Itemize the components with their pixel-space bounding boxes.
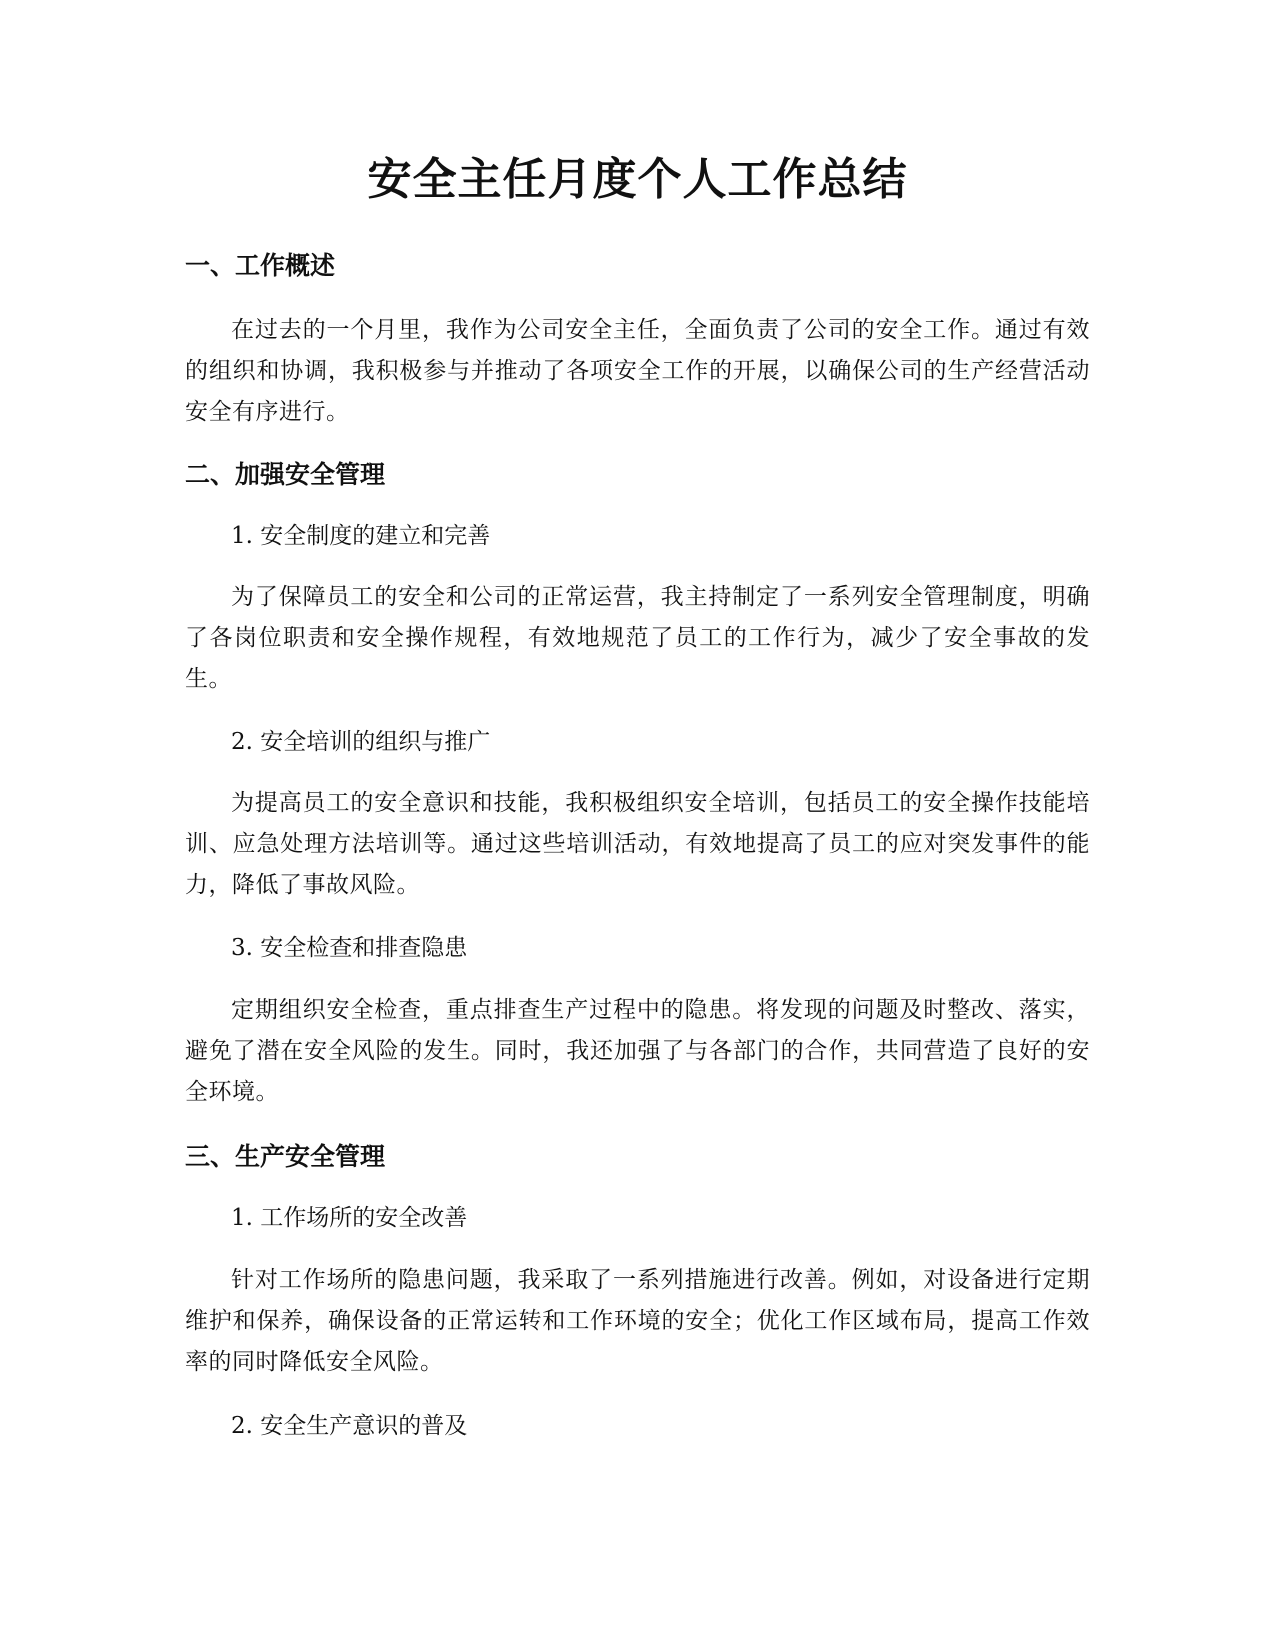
subheading-safety-awareness: 2. 安全生产意识的普及 bbox=[231, 1413, 468, 1439]
safety-training-paragraph: 为提高员工的安全意识和技能，我积极组织安全培训，包括员工的安全操作技能培训、应急处理方法培训等。通过这些培训活动，有效地提高了员工的应对突发事件的能力，降低了事故风险。 bbox=[185, 790, 1090, 898]
safety-inspection-paragraph: 定期组织安全检查，重点排查生产过程中的隐患。将发现的问题及时整改、落实，避免了潜在安全风险的发生。同时，我还加强了与各部门的合作，共同营造了良好的安全环境。 bbox=[185, 997, 1090, 1105]
workplace-improvement-paragraph: 针对工作场所的隐患问题，我采取了一系列措施进行改善。例如，对设备进行定期维护和保养，确保设备的正常运转和工作环境的安全；优化工作区域布局，提高工作效率的同时降低安全风险。 bbox=[185, 1267, 1090, 1375]
section-heading-production-safety: 三、生产安全管理 bbox=[185, 1142, 386, 1171]
overview-paragraph: 在过去的一个月里，我作为公司安全主任，全面负责了公司的安全工作。通过有效的组织和协调，我积极参与并推动了各项安全工作的开展，以确保公司的生产经营活动安全有序进行。 bbox=[185, 317, 1090, 425]
document-body bbox=[185, 0, 1090, 1446]
subheading-safety-inspection: 3. 安全检查和排查隐患 bbox=[231, 935, 468, 961]
section-heading-safety-management: 二、加强安全管理 bbox=[185, 460, 386, 489]
subheading-safety-training: 2. 安全培训的组织与推广 bbox=[231, 729, 491, 755]
section-heading-overview: 一、工作概述 bbox=[185, 251, 336, 280]
subheading-safety-system: 1. 安全制度的建立和完善 bbox=[231, 523, 491, 549]
safety-system-paragraph: 为了保障员工的安全和公司的正常运营，我主持制定了一系列安全管理制度，明确了各岗位职责和安全操作规程，有效地规范了员工的工作行为，减少了安全事故的发生。 bbox=[185, 584, 1090, 692]
subheading-workplace-improvement: 1. 工作场所的安全改善 bbox=[231, 1205, 468, 1231]
document-title: 安全主任月度个人工作总结 bbox=[367, 154, 908, 205]
